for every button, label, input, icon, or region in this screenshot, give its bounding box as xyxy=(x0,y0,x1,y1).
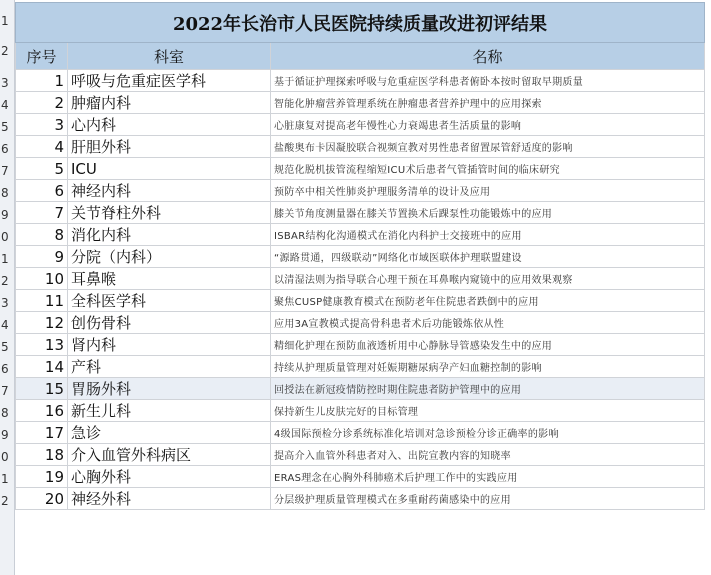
row-name-cell[interactable]: ISBAR结构化沟通模式在消化内科护士交接班中的应用 xyxy=(271,224,705,246)
row-header-number[interactable]: 1 xyxy=(1,14,9,28)
table-row xyxy=(16,246,705,268)
row-name-cell[interactable]: 智能化肿瘤营养管理系统在肿瘤患者营养护理中的应用探索 xyxy=(271,92,705,114)
row-name-cell[interactable]: 保持新生儿皮肤完好的目标管理 xyxy=(271,400,705,422)
row-name-cell[interactable]: 基于循证护理探索呼吸与危重症医学科患者俯卧本按时留取早期质量 xyxy=(271,70,705,92)
table-row xyxy=(16,158,705,180)
row-dept-cell[interactable]: 心胸外科 xyxy=(68,466,271,488)
row-name-cell[interactable]: 心脏康复对提高老年慢性心力衰竭患者生活质量的影响 xyxy=(271,114,705,136)
header-row xyxy=(16,43,705,70)
row-header-number[interactable]: 8 xyxy=(1,406,9,420)
column-header-name[interactable]: 名称 xyxy=(271,43,705,70)
row-index-cell[interactable]: 3 xyxy=(16,114,68,136)
row-dept-cell[interactable]: 肝胆外科 xyxy=(68,136,271,158)
row-header-number[interactable]: 9 xyxy=(1,208,9,222)
row-index-cell[interactable]: 14 xyxy=(16,356,68,378)
row-index-cell[interactable]: 6 xyxy=(16,180,68,202)
row-header-number[interactable]: 5 xyxy=(1,340,9,354)
row-dept-cell[interactable]: 胃肠外科 xyxy=(68,378,271,400)
row-name-cell[interactable]: 应用3A宣教模式提高骨科患者术后功能锻炼依从性 xyxy=(271,312,705,334)
row-name-cell[interactable]: ERAS理念在心胸外科肺癌术后护理工作中的实践应用 xyxy=(271,466,705,488)
table-row xyxy=(16,202,705,224)
row-index-cell[interactable]: 20 xyxy=(16,488,68,510)
row-header-column xyxy=(0,0,15,575)
row-header-number[interactable]: 7 xyxy=(1,164,9,178)
row-index-cell[interactable]: 17 xyxy=(16,422,68,444)
table-row xyxy=(16,290,705,312)
row-index-cell[interactable]: 10 xyxy=(16,268,68,290)
row-header-number[interactable]: 3 xyxy=(1,76,9,90)
row-header-number[interactable]: 0 xyxy=(1,450,9,464)
row-header-number[interactable]: 4 xyxy=(1,98,9,112)
table-row xyxy=(16,136,705,158)
row-dept-cell[interactable]: 介入血管外科病区 xyxy=(68,444,271,466)
row-index-cell[interactable]: 16 xyxy=(16,400,68,422)
column-header-index[interactable]: 序号 xyxy=(16,43,68,70)
row-header-number[interactable]: 7 xyxy=(1,384,9,398)
row-header-number[interactable]: 2 xyxy=(1,274,9,288)
row-header-number[interactable]: 0 xyxy=(1,230,9,244)
table-row xyxy=(16,488,705,510)
row-index-cell[interactable]: 13 xyxy=(16,334,68,356)
row-name-cell[interactable]: 以清湿法则为指导联合心理干预在耳鼻喉内窥镜中的应用效果观察 xyxy=(271,268,705,290)
row-dept-cell[interactable]: 全科医学科 xyxy=(68,290,271,312)
row-header-number[interactable]: 2 xyxy=(1,44,9,58)
row-dept-cell[interactable]: 消化内科 xyxy=(68,224,271,246)
row-dept-cell[interactable]: 神经内科 xyxy=(68,180,271,202)
row-dept-cell[interactable]: 创伤骨科 xyxy=(68,312,271,334)
row-name-cell[interactable]: 预防卒中相关性肺炎护理服务清单的设计及应用 xyxy=(271,180,705,202)
results-table xyxy=(15,2,705,510)
column-header-dept[interactable]: 科室 xyxy=(68,43,271,70)
table-row xyxy=(16,114,705,136)
row-name-cell[interactable]: “源路贯通，四级联动”网络化市域医联体护理联盟建设 xyxy=(271,246,705,268)
row-header-number[interactable]: 4 xyxy=(1,318,9,332)
row-header-number[interactable]: 8 xyxy=(1,186,9,200)
row-dept-cell[interactable]: 产科 xyxy=(68,356,271,378)
row-index-cell[interactable]: 9 xyxy=(16,246,68,268)
row-index-cell[interactable]: 2 xyxy=(16,92,68,114)
row-name-cell[interactable]: 规范化脱机拔管流程缩短ICU术后患者气管插管时间的临床研究 xyxy=(271,158,705,180)
row-dept-cell[interactable]: ICU xyxy=(68,158,271,180)
table-title[interactable]: 2022年长治市人民医院持续质量改进初评结果 xyxy=(16,3,705,43)
row-name-cell[interactable]: 4级国际预检分诊系统标准化培训对急诊预检分诊正确率的影响 xyxy=(271,422,705,444)
row-name-cell[interactable]: 膝关节角度测量器在膝关节置换术后踝泵性功能锻炼中的应用 xyxy=(271,202,705,224)
table-row xyxy=(16,334,705,356)
row-index-cell[interactable]: 8 xyxy=(16,224,68,246)
table-row xyxy=(16,444,705,466)
row-header-number[interactable]: 6 xyxy=(1,142,9,156)
table-row xyxy=(16,70,705,92)
table-row xyxy=(16,422,705,444)
row-name-cell[interactable]: 盐酸奥布卡因凝胶联合视频宣教对男性患者留置尿管舒适度的影响 xyxy=(271,136,705,158)
table-row xyxy=(16,378,705,400)
row-header-number[interactable]: 1 xyxy=(1,472,9,486)
table-row xyxy=(16,268,705,290)
row-dept-cell[interactable]: 新生儿科 xyxy=(68,400,271,422)
row-name-cell[interactable]: 持续从护理质量管理对妊娠期糖尿病孕产妇血糖控制的影响 xyxy=(271,356,705,378)
row-header-number[interactable]: 9 xyxy=(1,428,9,442)
row-index-cell[interactable]: 19 xyxy=(16,466,68,488)
row-name-cell[interactable]: 分层级护理质量管理模式在多重耐药菌感染中的应用 xyxy=(271,488,705,510)
row-index-cell[interactable]: 5 xyxy=(16,158,68,180)
table-row xyxy=(16,400,705,422)
row-index-cell[interactable]: 12 xyxy=(16,312,68,334)
row-dept-cell[interactable]: 呼吸与危重症医学科 xyxy=(68,70,271,92)
row-header-number[interactable]: 2 xyxy=(1,494,9,508)
row-name-cell[interactable]: 精细化护理在预防血液透析用中心静脉导管感染发生中的应用 xyxy=(271,334,705,356)
table-row xyxy=(16,224,705,246)
row-dept-cell[interactable]: 肾内科 xyxy=(68,334,271,356)
row-name-cell[interactable]: 回授法在新冠疫情防控时期住院患者防护管理中的应用 xyxy=(271,378,705,400)
row-dept-cell[interactable]: 急诊 xyxy=(68,422,271,444)
row-index-cell[interactable]: 11 xyxy=(16,290,68,312)
table-row xyxy=(16,92,705,114)
row-header-number[interactable]: 1 xyxy=(1,252,9,266)
row-header-number[interactable]: 6 xyxy=(1,362,9,376)
row-index-cell[interactable]: 1 xyxy=(16,70,68,92)
table-row xyxy=(16,356,705,378)
row-index-cell[interactable]: 4 xyxy=(16,136,68,158)
row-name-cell[interactable]: 聚焦CUSP健康教育模式在预防老年住院患者跌倒中的应用 xyxy=(271,290,705,312)
row-index-cell[interactable]: 7 xyxy=(16,202,68,224)
row-header-number[interactable]: 3 xyxy=(1,296,9,310)
table-row xyxy=(16,466,705,488)
row-dept-cell[interactable]: 心内科 xyxy=(68,114,271,136)
row-index-cell[interactable]: 15 xyxy=(16,378,68,400)
table-row xyxy=(16,180,705,202)
row-header-number[interactable]: 5 xyxy=(1,120,9,134)
row-index-cell[interactable]: 18 xyxy=(16,444,68,466)
table-row xyxy=(16,312,705,334)
row-dept-cell[interactable]: 神经外科 xyxy=(68,488,271,510)
row-dept-cell[interactable]: 分院（内科） xyxy=(68,246,271,268)
row-name-cell[interactable]: 提高介入血管外科患者对入、出院宣教内容的知晓率 xyxy=(271,444,705,466)
row-dept-cell[interactable]: 耳鼻喉 xyxy=(68,268,271,290)
row-dept-cell[interactable]: 关节脊柱外科 xyxy=(68,202,271,224)
row-dept-cell[interactable]: 肿瘤内科 xyxy=(68,92,271,114)
